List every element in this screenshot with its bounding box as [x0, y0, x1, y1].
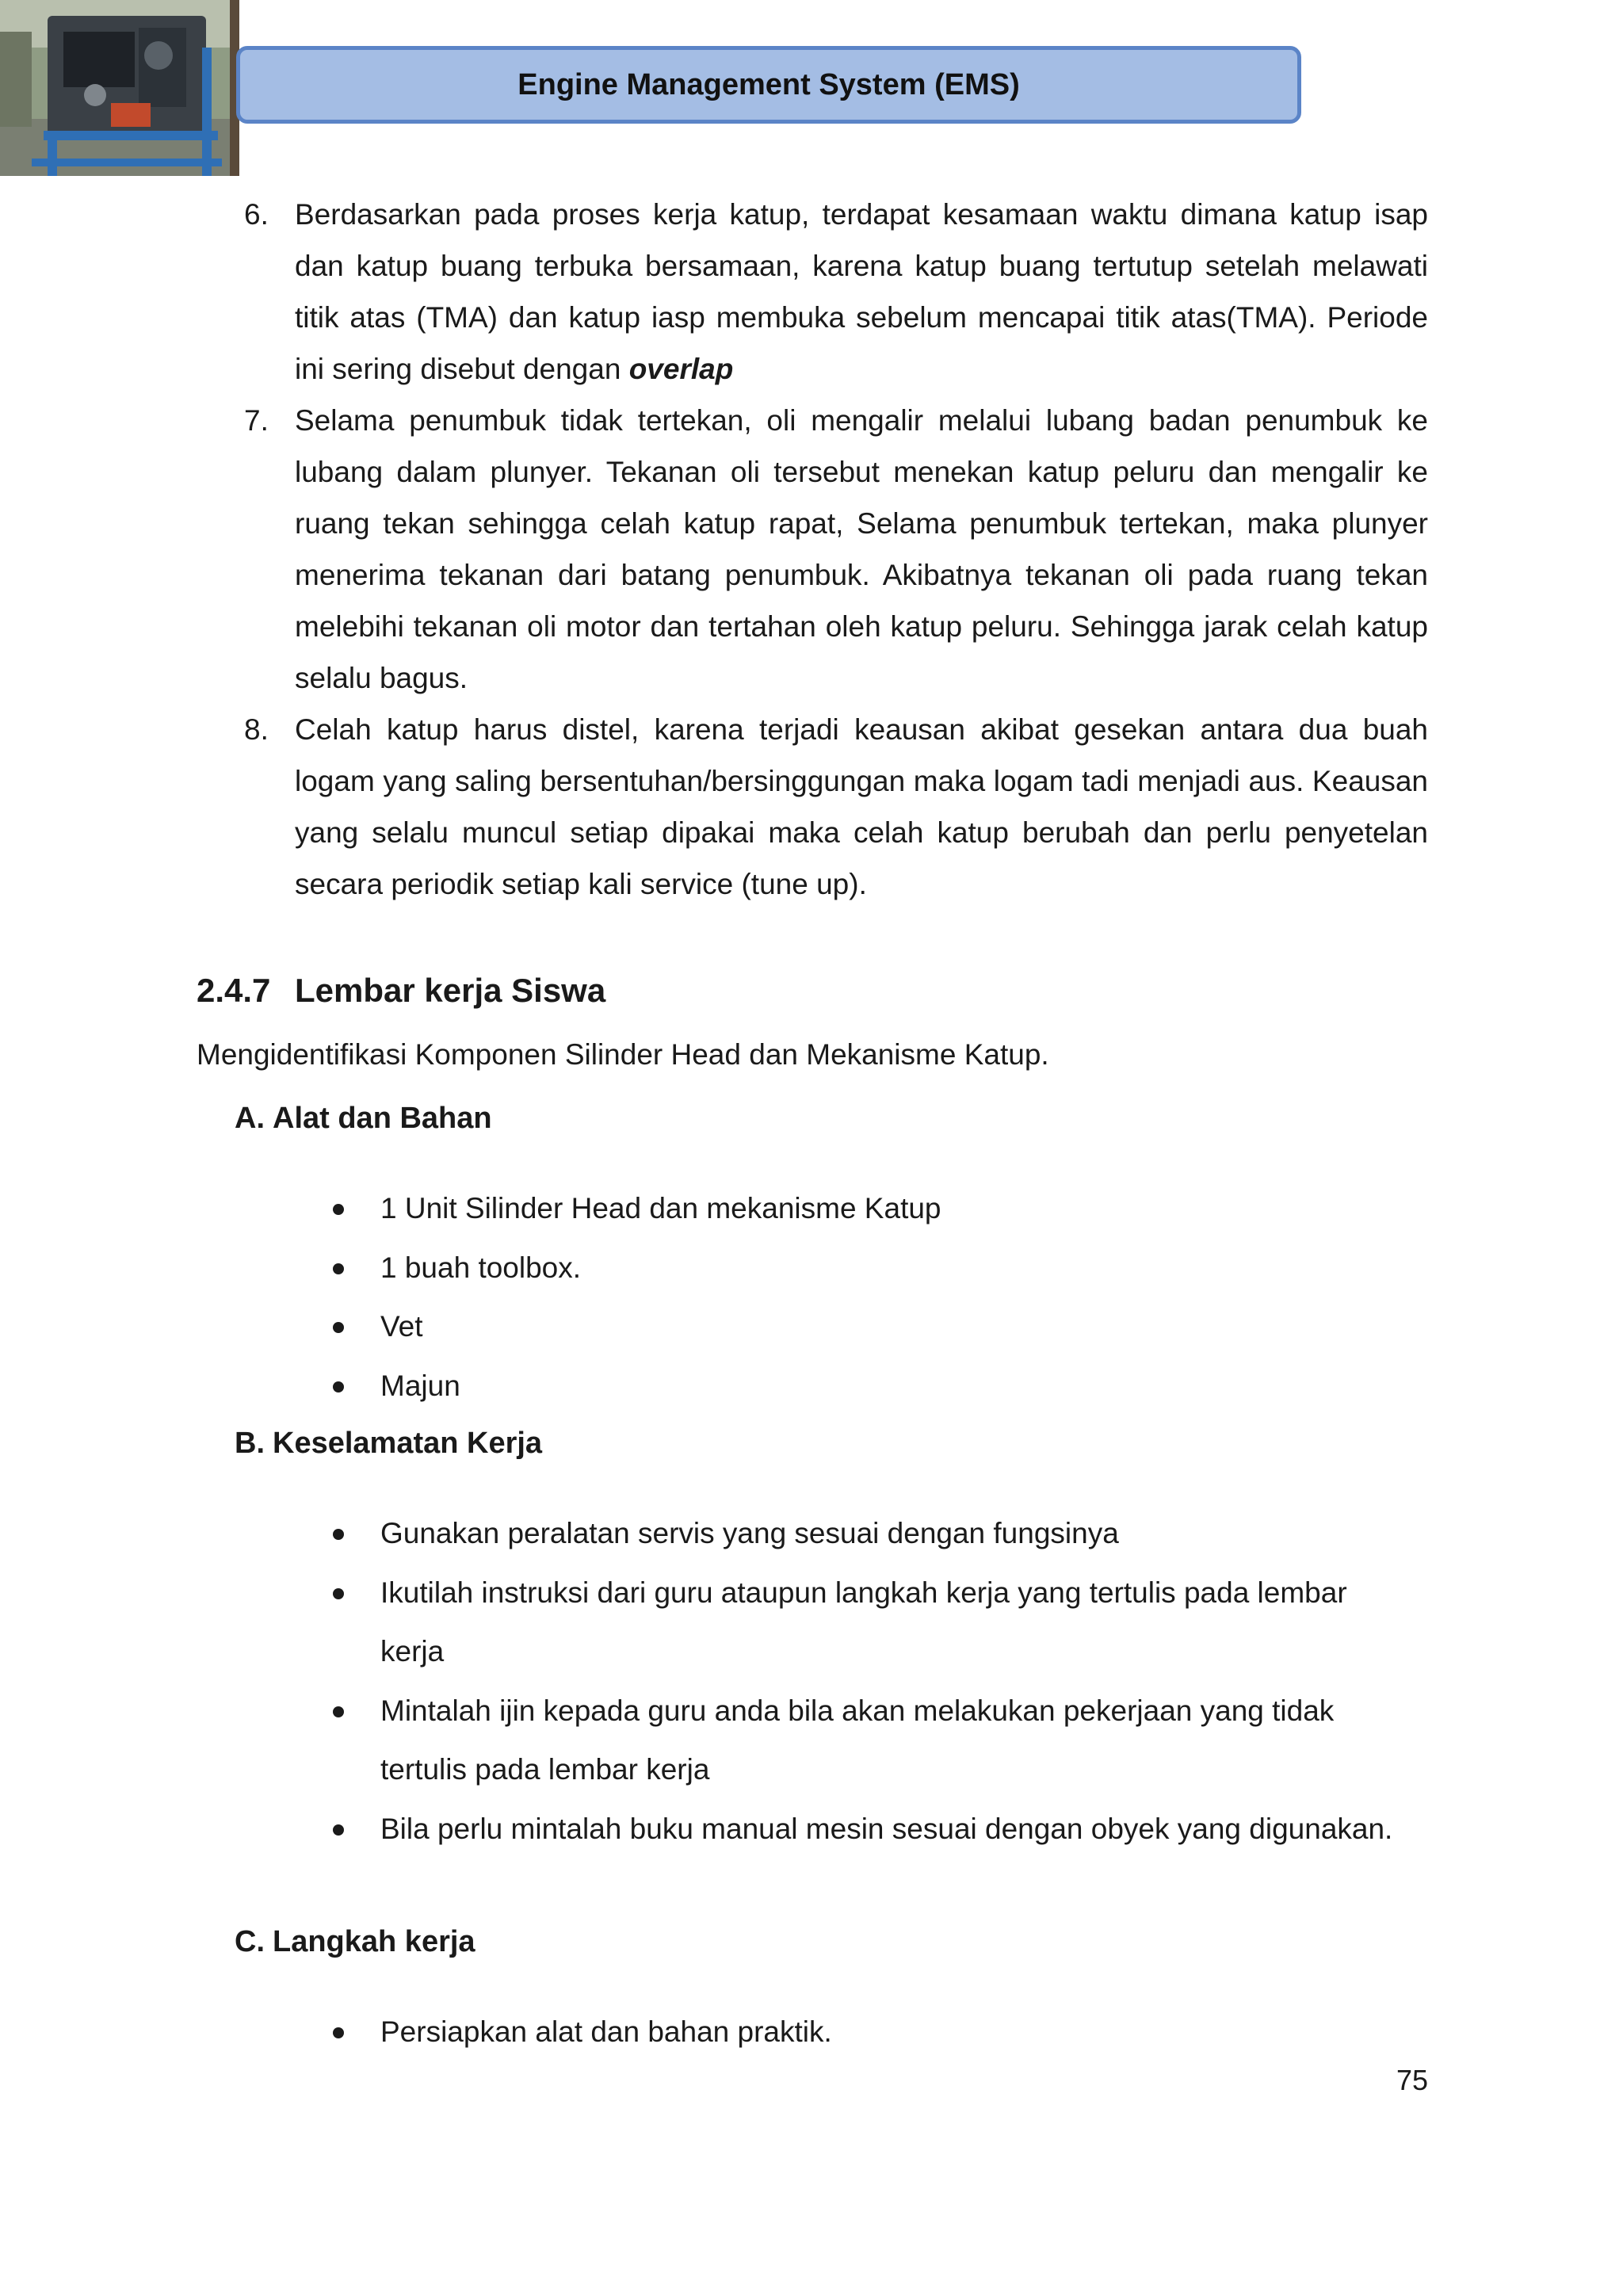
subsection-letter: B.	[235, 1427, 265, 1460]
subsection-letter: C.	[235, 1925, 265, 1958]
bullet-text: Mintalah ijin kepada guru anda bila akan melakukan pekerjaan yang tidak tertulis pada lembar kerja	[380, 1694, 1335, 1786]
bullet-text: 1 Unit Silinder Head dan mekanisme Katup	[380, 1192, 941, 1224]
subsection-heading-a	[235, 1102, 492, 1136]
item-text: Celah katup harus distel, karena terjadi keausan akibat gesekan antara dua buah logam yang saling bersentuhan/bersinggungan maka logam tadi menjadi aus. Keausan yang selalu muncul setiap dipakai maka celah katup berubah dan perlu penyetelan secara periodik setiap kali service (tune up).	[295, 713, 1428, 900]
numbered-item	[244, 395, 1428, 704]
subsection-title: Keselamatan Kerja	[273, 1427, 543, 1460]
bullet-item	[333, 1800, 1395, 1859]
bullet-text: 1 buah toolbox.	[380, 1251, 582, 1284]
bullet-icon	[333, 1263, 344, 1274]
bullet-item	[333, 1504, 1395, 1564]
item-text: Selama penumbuk tidak tertekan, oli mengalir melalui lubang badan penumbuk ke lubang dalam plunyer. Tekanan oli tersebut menekan katup peluru dan mengalir ke ruang tekan sehingga celah katup rapat, Selama penumbuk tertekan, maka plunyer menerima tekanan dari batang penumbuk. Akibatnya tekanan oli pada ruang tekan melebihi tekanan oli motor dan tertahan oleh katup peluru. Sehingga jarak celah katup selalu bagus.	[295, 404, 1428, 694]
numbered-item	[244, 189, 1428, 395]
bullet-text: Gunakan peralatan servis yang sesuai dengan fungsinya	[380, 1517, 1119, 1549]
header-title: Engine Management System (EMS)	[517, 67, 1020, 101]
bullet-text: Ikutilah instruksi dari guru ataupun langkah kerja yang tertulis pada lembar kerja	[380, 1576, 1347, 1668]
bullet-text: Bila perlu mintalah buku manual mesin sesuai dengan obyek yang digunakan.	[380, 1812, 1393, 1845]
subsection-letter: A.	[235, 1102, 265, 1135]
bullet-list-keselamatan	[333, 1504, 1395, 1859]
bullet-icon	[333, 1322, 344, 1333]
bullet-text: Persiapkan alat dan bahan praktik.	[380, 2015, 832, 2048]
bullet-icon	[333, 1381, 344, 1392]
subsection-title: Langkah kerja	[273, 1925, 475, 1958]
bullet-icon	[333, 1824, 344, 1836]
bullet-item	[333, 1682, 1395, 1800]
bullet-item	[333, 1564, 1395, 1682]
item-text: Berdasarkan pada proses kerja katup, terdapat kesamaan waktu dimana katup isap dan katup buang terbuka bersamaan, karena katup buang tertutup setelah melawati titik atas (TMA) dan katup iasp membuka sebelum mencapai titik atas(TMA). Periode ini sering disebut dengan	[295, 198, 1428, 385]
bullet-item	[333, 1297, 1434, 1357]
bullet-icon	[333, 1204, 344, 1215]
bullet-item	[333, 1239, 1434, 1298]
bullet-icon	[333, 1529, 344, 1540]
bullet-icon	[333, 1706, 344, 1717]
section-subtitle: Mengidentifikasi Komponen Silinder Head dan Mekanisme Katup.	[197, 1038, 1049, 1071]
engine-trainer-photo	[0, 0, 239, 176]
section-heading	[197, 972, 605, 1010]
numbered-item	[244, 704, 1428, 910]
item-number: 7.	[244, 404, 269, 437]
section-title: Lembar kerja Siswa	[295, 972, 606, 1009]
section-number: 2.4.7	[197, 972, 271, 1009]
bullet-item	[333, 2003, 1434, 2062]
bullet-text: Majun	[380, 1369, 460, 1402]
header-banner	[236, 46, 1301, 124]
emphasized-term: overlap	[628, 353, 734, 385]
bullet-icon	[333, 2027, 344, 2038]
subsection-heading-c	[235, 1925, 475, 1959]
bullet-list-alat-bahan	[333, 1179, 1434, 1415]
bullet-list-langkah-kerja	[333, 2003, 1434, 2062]
bullet-text: Vet	[380, 1310, 423, 1343]
bullet-item	[333, 1357, 1434, 1416]
item-number: 8.	[244, 713, 269, 746]
subsection-heading-b	[235, 1427, 542, 1461]
numbered-list	[244, 189, 1428, 910]
item-number: 6.	[244, 198, 269, 231]
bullet-icon	[333, 1588, 344, 1599]
bullet-item	[333, 1179, 1434, 1239]
page-number: 75	[1396, 2064, 1429, 2096]
subsection-title: Alat dan Bahan	[273, 1102, 492, 1135]
